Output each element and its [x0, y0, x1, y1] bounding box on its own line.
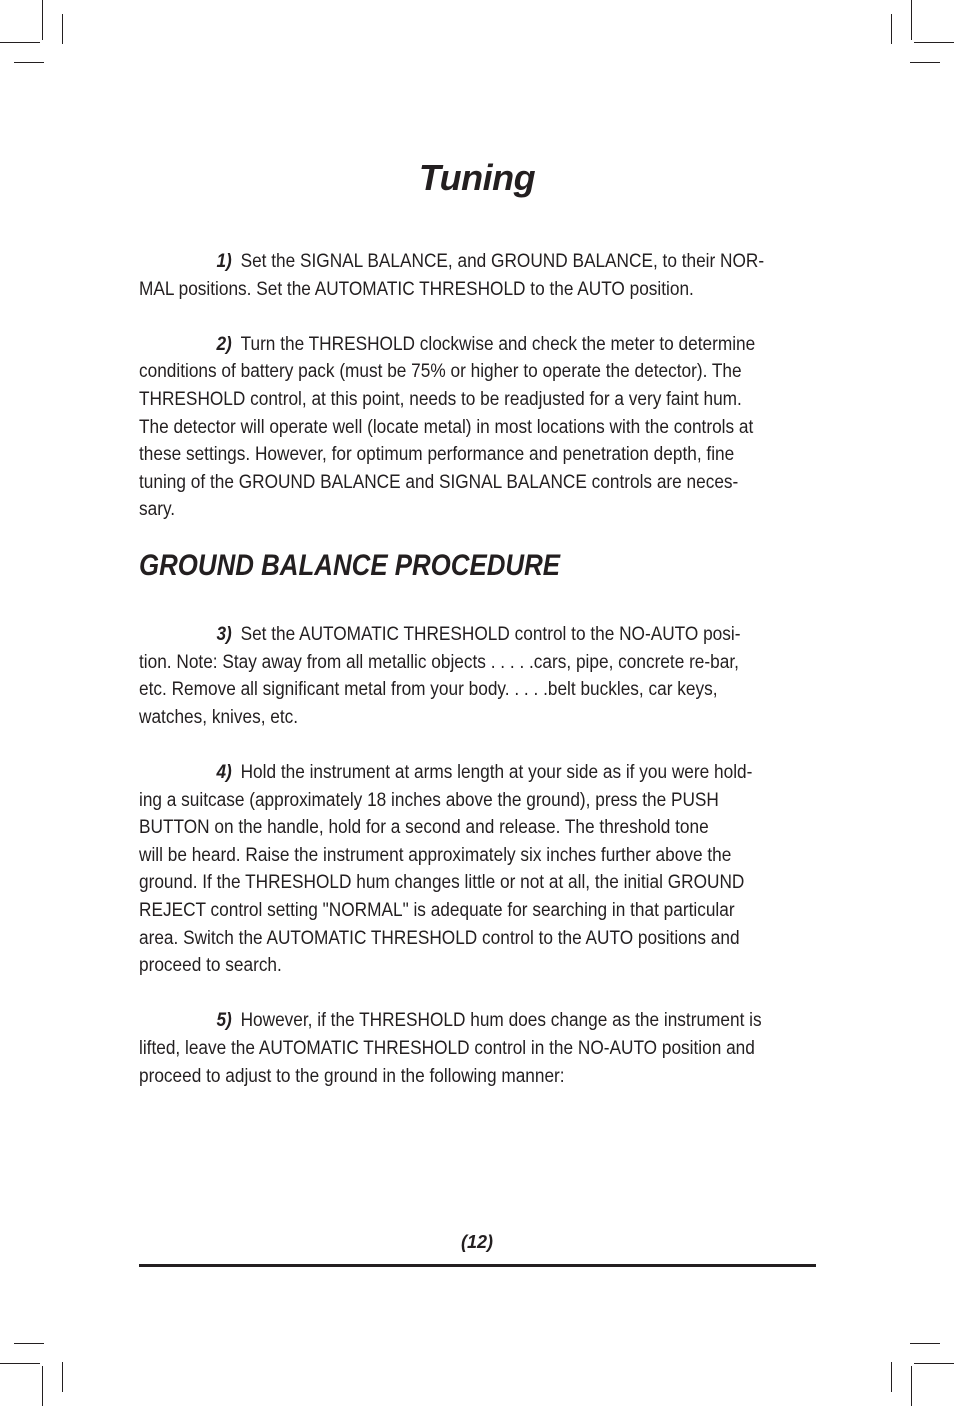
paragraph-text: Turn the THRESHOLD clockwise and check the meter to determine conditions of battery pack (must be 75% or higher to operate the detector). The THRESHOLD control, at this point, needs to be readjusted for a very faint hum. The detector will operate well (locate metal) in most locations with the controls at these settings. However, for optimum performance and penetration depth, fine tuning of the GROUND BALANCE and SIGNAL BALANCE controls are neces- sary.: [139, 332, 756, 521]
paragraph-step-2: [139, 331, 819, 524]
crop-mark: [910, 62, 940, 63]
crop-mark: [891, 1362, 892, 1392]
paragraph-step-4: [139, 759, 819, 980]
page-title: Tuning: [418, 157, 536, 198]
crop-mark: [0, 42, 40, 43]
section-heading: GROUND BALANCE PROCEDURE: [139, 548, 561, 582]
step-number: 5): [216, 1009, 232, 1032]
paragraph-text: Hold the instrument at arms length at your side as if you were hold- ing a suitcase (approximately 18 inches above the ground), press the PUSH BUTTON on the handle, hold for a second and release. The threshold tone will be heard. Raise the instrument approximately six inches further above the ground. If the THRESHOLD hum changes little or not at all, the initial GROUND REJECT control setting "NORMAL" is adequate for searching in that particular area. Switch the AUTOMATIC THRESHOLD control to the AUTO positions and proceed to search.: [139, 761, 753, 977]
paragraph-step-1: [139, 248, 819, 303]
crop-mark: [910, 1343, 940, 1344]
crop-mark: [42, 0, 43, 40]
crop-mark: [911, 1366, 912, 1406]
document-body: [139, 248, 819, 1118]
paragraph-text: Set the AUTOMATIC THRESHOLD control to the NO-AUTO posi- tion. Note: Stay away from all metallic objects . . . . .cars, pipe, concrete re-bar, etc. Remove all significant metal from your body. . . . .belt buckles, car keys, watches, knives, etc.: [139, 623, 741, 728]
step-number: 3): [216, 623, 232, 646]
crop-mark: [62, 1362, 63, 1392]
footer-rule: [139, 1264, 816, 1267]
crop-mark: [914, 42, 954, 43]
crop-mark: [62, 14, 63, 44]
step-number: 2): [216, 332, 232, 355]
crop-mark: [14, 62, 44, 63]
paragraph-text: However, if the THRESHOLD hum does change as the instrument is lifted, leave the AUTOMATIC THRESHOLD control in the NO-AUTO position and proceed to adjust to the ground in the following manner:: [139, 1009, 762, 1087]
step-number: 1): [216, 250, 232, 272]
paragraph-text: Set the SIGNAL BALANCE, and GROUND BALANCE, to their NOR- MAL positions. Set the AUTOMATIC THRESHOLD to the AUTO position.: [139, 250, 765, 300]
crop-mark: [891, 14, 892, 44]
step-number: 4): [216, 761, 232, 784]
crop-mark: [911, 0, 912, 40]
page-number: (12): [460, 1232, 493, 1252]
crop-mark: [0, 1363, 40, 1364]
paragraph-step-3: [139, 621, 819, 731]
crop-mark: [14, 1343, 44, 1344]
paragraph-step-5: [139, 1007, 819, 1090]
crop-mark: [42, 1366, 43, 1406]
crop-mark: [914, 1363, 954, 1364]
